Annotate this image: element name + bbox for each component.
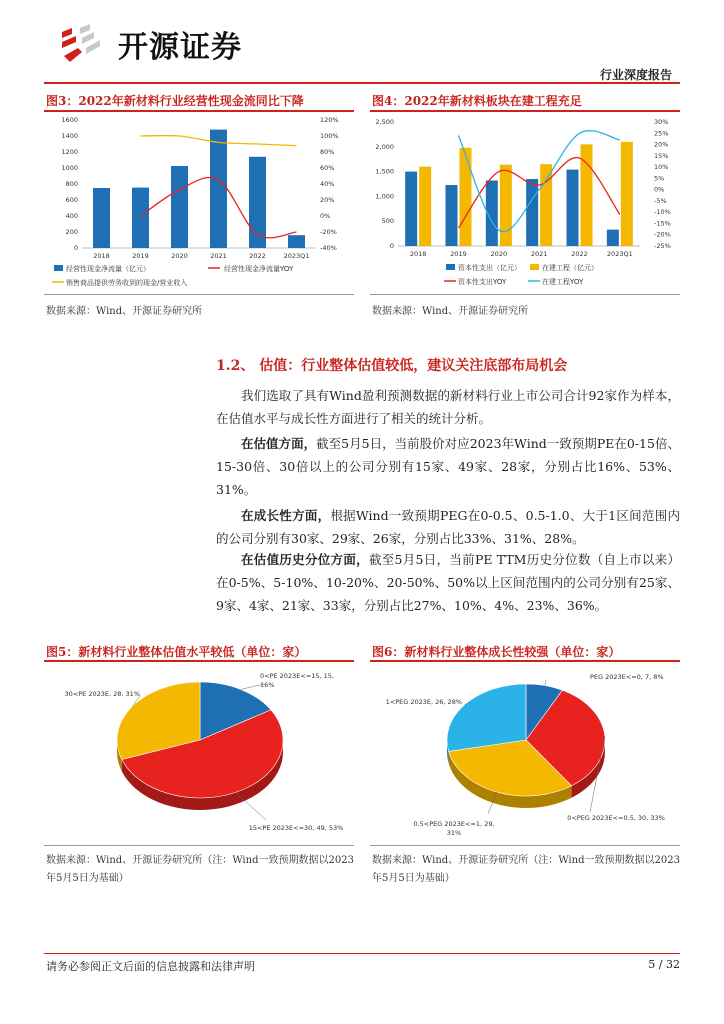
pie-leader-line: [545, 680, 546, 686]
y2-tick-label: 30%: [654, 118, 669, 126]
y2-tick-label: -10%: [654, 208, 671, 217]
y2-tick-label: -25%: [654, 242, 671, 250]
legend-swatch-bar: [530, 264, 539, 270]
paragraph-valuation-text: 截至5月5日，当前股价对应2023年Wind一致预期PE在0-15倍、15-30倍、30倍以上的公司分别有15家、49家、28家，分别占比16%、53%、31%。: [216, 436, 680, 497]
x-tick-label: 2019: [132, 252, 149, 260]
y2-tick-label: 0%: [654, 185, 665, 194]
figure-5-source: 数据来源：Wind、开源证券研究所（注：Wind一致预期数据以2023年5月5日为基础）: [46, 855, 354, 884]
pie-label: 30<PE 2023E, 28, 31%: [64, 690, 140, 698]
report-type: 行业深度报告: [599, 68, 672, 82]
legend-label: 经营性现金净流量（亿元）: [66, 265, 150, 273]
bar: [460, 148, 472, 246]
bar: [540, 164, 552, 246]
paragraph-valuation: [216, 432, 680, 501]
legend-label: 经营性现金净流量YOY: [224, 265, 294, 273]
paragraph-percentile-lead: 在估值历史分位方面，: [241, 552, 369, 567]
y2-tick-label: 120%: [320, 116, 339, 124]
y-tick-label: 200: [65, 228, 78, 236]
figure-3-title: 图3：2022年新材料行业经营性现金流同比下降: [46, 94, 304, 108]
x-tick-label: 2023Q1: [606, 250, 633, 258]
y2-tick-label: 25%: [654, 129, 669, 138]
bar: [405, 172, 417, 246]
section-title: 1.2、 估值：行业整体估值较低，建议关注底部布局机会: [216, 358, 568, 374]
header-divider: [44, 82, 680, 84]
bar: [210, 130, 227, 248]
y2-tick-label: 0%: [320, 212, 331, 220]
x-tick-label: 2022: [571, 250, 588, 258]
paragraph-percentile: [216, 548, 680, 617]
x-tick-label: 2023Q1: [283, 252, 310, 260]
bar: [526, 179, 538, 246]
bar: [93, 188, 110, 248]
y-tick-label: 500: [381, 217, 394, 226]
figure-6-bottom-rule: [370, 845, 680, 846]
y2-tick-label: 20%: [320, 196, 335, 204]
y-tick-label: 600: [65, 196, 78, 204]
bar: [132, 188, 149, 248]
figure-6-source: 数据来源：Wind、开源证券研究所（注：Wind一致预期数据以2023年5月5日为基础）: [372, 855, 680, 884]
x-tick-label: 2021: [210, 252, 227, 260]
figure-6-chart: [370, 662, 680, 842]
bar: [446, 185, 458, 246]
x-tick-label: 2020: [171, 252, 188, 260]
capex-yoy-line: [459, 158, 620, 228]
y-tick-label: 1400: [61, 132, 78, 140]
paragraph-growth-text: 根据Wind一致预期PEG在0-0.5、0.5-1.0、大于1区间范围内的公司分别有30家、29家、26家，分别占比33%、31%、28%。: [216, 508, 680, 546]
y2-tick-label: -40%: [320, 244, 337, 252]
legend-label: 资本性支出（亿元）: [458, 264, 521, 272]
x-tick-label: 2021: [530, 250, 548, 258]
y2-tick-label: 40%: [320, 180, 335, 188]
legend-swatch-bar: [446, 264, 455, 270]
pie-label: 0.5<PEG 2023E<=1, 29, 31%: [413, 820, 495, 837]
y2-tick-label: 20%: [654, 140, 669, 149]
company-logo-icon: [58, 22, 114, 64]
figure-5-chart: [44, 662, 354, 842]
paragraph-valuation-lead: 在估值方面，: [241, 436, 317, 451]
legend-label: 在建工程（亿元）: [542, 264, 598, 272]
figure-4-source: 数据来源：Wind、开源证券研究所: [372, 306, 529, 317]
legend-label: 资本性支出YOY: [458, 278, 507, 286]
company-name: 开源证券: [118, 30, 242, 65]
bar: [567, 170, 579, 246]
y-tick-label: 800: [65, 180, 78, 188]
y2-tick-label: 100%: [320, 132, 339, 140]
pie-label: 1<PEG 2023E, 26, 28%: [385, 698, 462, 706]
y2-tick-label: -20%: [654, 230, 671, 239]
y-tick-label: 2,500: [375, 118, 394, 126]
bar: [288, 235, 305, 248]
paragraph-sample-text: 我们选取了具有Wind盈利预测数据的新材料行业上市公司合计92家作为样本，在估值水平与成长性方面进行了相关的统计分析。: [216, 388, 680, 426]
y2-tick-label: 60%: [320, 164, 335, 172]
y2-tick-label: 80%: [320, 148, 335, 156]
figure-3-bottom-rule: [44, 294, 354, 295]
pie-label: 15<PE 2023E<=30, 49, 53%: [248, 824, 344, 832]
figure-5-title: 图5：新材料行业整体估值水平较低（单位：家）: [46, 645, 307, 659]
x-tick-label: 2022: [249, 252, 266, 260]
x-tick-label: 2018: [93, 252, 110, 260]
y2-tick-label: 15%: [654, 151, 669, 160]
y2-tick-label: 10%: [654, 163, 669, 172]
legend-swatch-bar: [54, 265, 63, 271]
y-tick-label: 400: [65, 212, 78, 220]
pie-label: 0<PE 2023E<=15, 15, 16%: [260, 672, 334, 689]
y-tick-label: 1600: [61, 116, 78, 124]
bar: [607, 230, 619, 246]
pie-label: 0<PEG 2023E<=0.5, 30, 33%: [567, 814, 665, 822]
y-tick-label: 0: [389, 242, 394, 250]
bar: [621, 142, 633, 246]
pie-label: PEG 2023E<=0, 7, 8%: [590, 673, 664, 681]
page-number: 5 / 32: [648, 958, 680, 971]
x-tick-label: 2019: [450, 250, 467, 258]
y-tick-label: 1,500: [375, 167, 394, 176]
footer-divider: [44, 953, 680, 954]
paragraph-growth-lead: 在成长性方面，: [241, 508, 331, 523]
figure-3-chart: [44, 112, 354, 292]
y2-tick-label: -5%: [654, 196, 667, 205]
y-tick-label: 1200: [61, 148, 78, 156]
y2-tick-label: -15%: [654, 219, 671, 228]
bar: [500, 165, 512, 246]
paragraph-percentile-text: 截至5月5日，当前PE TTM历史分位数（自上市以来）在0-5%、5-10%、10-20%、20-50%、50%以上区间范围内的公司分别有25家、9家、4家、21家、33家，分别占比27%、10%、4%、23%、36%。: [216, 552, 680, 613]
y2-tick-label: -20%: [320, 228, 337, 236]
footer-disclaimer: 请务必参阅正文后面的信息披露和法律声明: [46, 960, 255, 973]
x-tick-label: 2018: [409, 250, 427, 258]
figure-6-title: 图6：新材料行业整体成长性较强（单位：家）: [372, 645, 621, 659]
y-tick-label: 1,000: [375, 192, 394, 201]
y-tick-label: 2,000: [375, 142, 394, 151]
x-tick-label: 2020: [490, 250, 508, 258]
paragraph-growth: [216, 504, 680, 550]
figure-5-bottom-rule: [44, 845, 354, 846]
y2-tick-label: 5%: [654, 174, 665, 183]
construction-yoy-line: [459, 131, 620, 232]
paragraph-sample: [216, 384, 680, 430]
legend-label: 在建工程YOY: [542, 278, 584, 286]
legend-label: 销售商品提供劳务收到的现金/营业收入: [66, 279, 188, 287]
figure-3-source: 数据来源：Wind、开源证券研究所: [46, 306, 203, 317]
bar: [419, 167, 431, 246]
pie-slice: [447, 684, 526, 751]
figure-4-chart: [370, 112, 680, 292]
y-tick-label: 0: [73, 244, 78, 252]
y-tick-label: 1000: [61, 164, 78, 172]
bar: [171, 166, 188, 248]
figure-4-title: 图4：2022年新材料板块在建工程充足: [372, 94, 582, 108]
figure-4-bottom-rule: [370, 294, 680, 295]
